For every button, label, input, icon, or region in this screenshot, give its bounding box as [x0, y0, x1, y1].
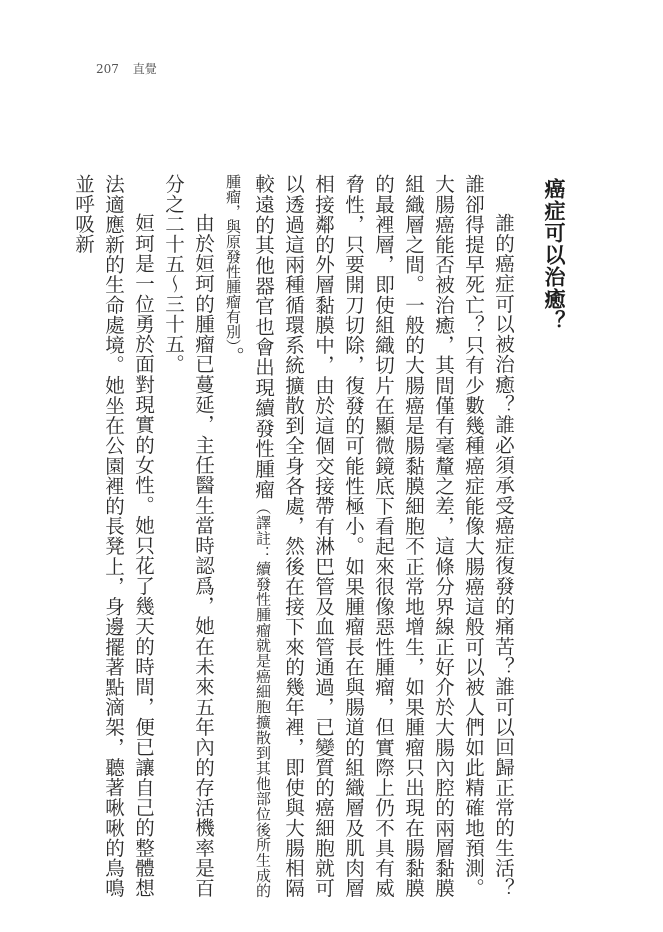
paragraph-3: 姮珂是一位勇於面對現實的女性。她只花了幾天的時間，便已讓自己的整體想法適應新的生命處境。她坐在公園裡的長凳上，身邊擺著點滴架，聽著啾啾的鳥鳴並呼吸新: [72, 174, 155, 898]
running-header: [96, 60, 157, 77]
section-heading: 癌症可以治癒？: [542, 178, 566, 332]
translator-note: （譯註：續發性腫瘤就是癌細胞擴散到其他部位後所生成的腫瘤，與原發性腫瘤有別）: [224, 174, 272, 899]
paragraph-1: [218, 174, 518, 898]
running-title: 直覺: [132, 62, 157, 76]
page-number: 207: [96, 62, 119, 76]
paragraph-1-main: 誰的癌症可以被治癒？誰必須承受癌症復發的痛苦？誰可以回歸正常的生活？誰卻得提早死亡？只有少數幾種癌症能像大腸癌這般可以被人們如此精確地預測。大腸癌能否被治癒，其間僅有毫釐之差，這條分界線正好介於大腸內腔的兩層黏膜組織層之間。一般的大腸癌是腸黏膜細胞不正常地增生，如果腫瘤只出現在腸黏膜的最裡層，即使組織切片在顯微鏡底下看起來很像惡性腫瘤，但實際上仍不具有威脅性，只要開刀切除，復發的可能性極小。如果腫瘤長在與腸道的組織層及肌肉層相接鄰的外層黏膜中，由於這個交接帶有淋巴管及血管通過，已變質的癌細胞就可以透過這兩種循環系統擴散到全身各處，然後在接下來的幾年裡，即使與大腸相隔較遠的其他器官也會出現續發性腫瘤: [252, 174, 515, 898]
body-text: [68, 174, 518, 898]
paragraph-2: 由於姮珂的腫瘤已蔓延，主任醫生當時認爲，她在未來五年內的存活機率是百分之二十五～三十五。: [162, 174, 215, 898]
paragraph-1-end: 。: [222, 346, 245, 367]
